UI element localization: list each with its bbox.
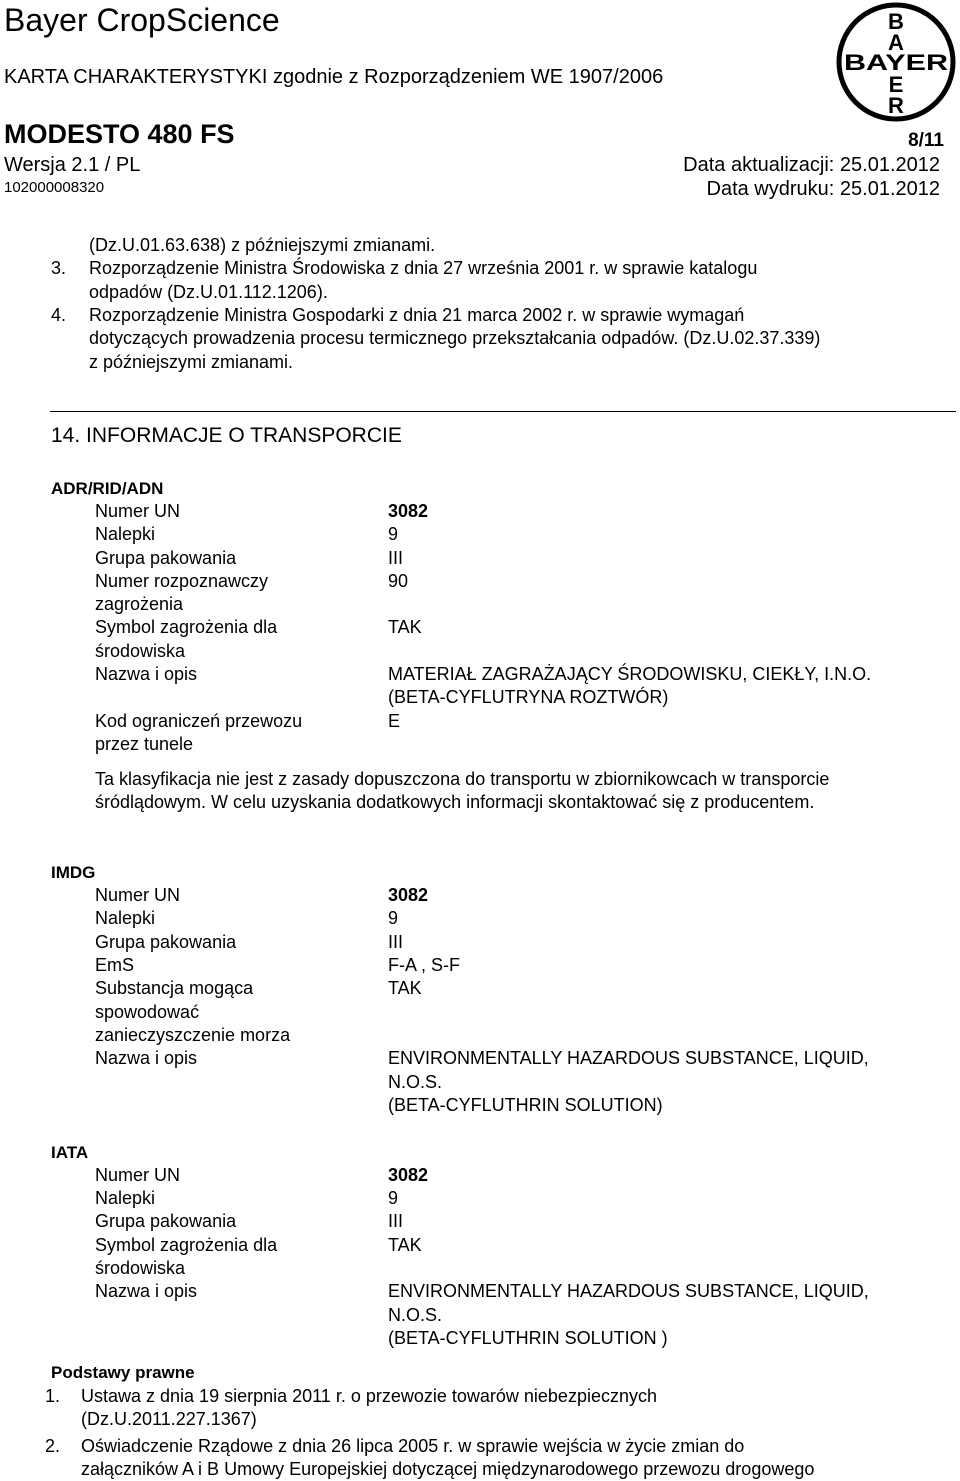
list-number: 3. xyxy=(51,258,67,278)
bayer-cross-logo-icon xyxy=(836,2,956,122)
field-value: 90 xyxy=(388,571,409,591)
list-item-text: (Dz.U.2011.227.1367) xyxy=(81,1409,257,1429)
field-value: MATERIAŁ ZAGRAŻAJĄCY ŚRODOWISKU, CIEKŁY, I.N.O. xyxy=(388,664,872,684)
field-value: III xyxy=(388,1211,404,1231)
iata-heading: IATA xyxy=(51,1143,89,1162)
field-value: 3082 xyxy=(388,501,429,521)
field-label: Symbol zagrożenia dla xyxy=(95,1235,278,1255)
logo-letter-b: B xyxy=(888,9,904,34)
field-value: ENVIRONMENTALLY HAZARDOUS SUBSTANCE, LIQUID, xyxy=(388,1281,869,1301)
field-value: III xyxy=(388,932,404,952)
field-label: zagrożenia xyxy=(95,594,184,614)
logo-letter-e: E xyxy=(888,72,904,97)
field-label: Numer UN xyxy=(95,885,181,905)
field-value: (BETA-CYFLUTHRIN SOLUTION ) xyxy=(388,1328,668,1348)
list-number: 2. xyxy=(45,1436,61,1456)
field-value: 3082 xyxy=(388,885,429,905)
field-label: Grupa pakowania xyxy=(95,548,237,568)
list-item-text: Oświadczenie Rządowe z dnia 26 lipca 2005 r. w sprawie wejścia w życie zmian do xyxy=(81,1436,745,1456)
field-value: N.O.S. xyxy=(388,1305,443,1325)
field-label: Nalepki xyxy=(95,524,156,544)
field-label: Substancja mogąca xyxy=(95,978,254,998)
field-value: 9 xyxy=(388,908,399,928)
field-value: TAK xyxy=(388,978,422,998)
field-label: Nalepki xyxy=(95,908,156,928)
field-label: Nazwa i opis xyxy=(95,664,198,684)
field-value: E xyxy=(388,711,401,731)
field-label: Numer rozpoznawczy xyxy=(95,571,269,591)
list-item-text: odpadów (Dz.U.01.112.1206). xyxy=(89,282,328,302)
field-label: Kod ograniczeń przewozu xyxy=(95,711,303,731)
field-label: spowodować xyxy=(95,1002,200,1022)
note-text: Ta klasyfikacja nie jest z zasady dopuszczona do transportu w zbiornikowcach w transporcie xyxy=(95,769,830,789)
field-value: F-A , S-F xyxy=(388,955,460,975)
field-value: 9 xyxy=(388,1188,399,1208)
list-item-text: Rozporządzenie Ministra Środowiska z dnia 27 września 2001 r. w sprawie katalogu xyxy=(89,258,758,278)
field-label: środowiska xyxy=(95,1258,186,1278)
list-item-text: Rozporządzenie Ministra Gospodarki z dnia 21 marca 2002 r. w sprawie wymagań xyxy=(89,305,745,325)
intro-line: (Dz.U.01.63.638) z późniejszymi zmianami. xyxy=(89,235,436,255)
document-code: 102000008320 xyxy=(4,179,105,196)
field-label: EmS xyxy=(95,955,135,975)
list-item-text: załączników A i B Umowy Europejskiej dotyczącej międzynarodowego przewozu drogowego xyxy=(81,1459,815,1479)
field-label: Numer UN xyxy=(95,1165,181,1185)
field-label: środowiska xyxy=(95,641,186,661)
field-value: TAK xyxy=(388,617,422,637)
field-label: Grupa pakowania xyxy=(95,932,237,952)
note-text: śródlądowym. W celu uzyskania dodatkowych informacji skontaktować się z producentem. xyxy=(95,792,815,812)
document-type: KARTA CHARAKTERYSTYKI zgodnie z Rozporządzeniem WE 1907/2006 xyxy=(4,66,664,88)
field-value: (BETA-CYFLUTHRIN SOLUTION) xyxy=(388,1095,663,1115)
field-label: Nalepki xyxy=(95,1188,156,1208)
logo-letter-r: R xyxy=(888,93,904,118)
field-label: zanieczyszczenie morza xyxy=(95,1025,291,1045)
field-label: Grupa pakowania xyxy=(95,1211,237,1231)
list-item-text: dotyczących prowadzenia procesu termicznego przekształcania odpadów. (Dz.U.02.37.339) xyxy=(89,328,821,348)
section-divider xyxy=(50,411,956,412)
update-date: Data aktualizacji: 25.01.2012 xyxy=(683,154,940,176)
field-value: (BETA-CYFLUTRYNA ROZTWÓR) xyxy=(388,687,669,707)
list-number: 4. xyxy=(51,305,67,325)
page-number: 8/11 xyxy=(908,130,944,151)
field-value: 9 xyxy=(388,524,399,544)
section-title: 14. INFORMACJE O TRANSPORCIE xyxy=(51,424,402,447)
field-value: III xyxy=(388,548,404,568)
legal-heading: Podstawy prawne xyxy=(51,1363,195,1382)
field-value: N.O.S. xyxy=(388,1072,443,1092)
list-number: 1. xyxy=(45,1386,61,1406)
field-label: Nazwa i opis xyxy=(95,1048,198,1068)
logo-letter-a: A xyxy=(888,30,904,55)
list-item-text: Ustawa z dnia 19 sierpnia 2011 r. o przewozie towarów niebezpiecznych xyxy=(81,1386,657,1406)
product-name: MODESTO 480 FS xyxy=(4,119,235,149)
field-value: TAK xyxy=(388,1235,422,1255)
field-label: Nazwa i opis xyxy=(95,1281,198,1301)
version: Wersja 2.1 / PL xyxy=(4,154,141,176)
print-date: Data wydruku: 25.01.2012 xyxy=(706,178,940,200)
list-item-text: z późniejszymi zmianami. xyxy=(89,352,294,372)
field-label: Numer UN xyxy=(95,501,181,521)
imdg-heading: IMDG xyxy=(51,863,96,882)
field-label: przez tunele xyxy=(95,734,194,754)
field-label: Symbol zagrożenia dla xyxy=(95,617,278,637)
adr-heading: ADR/RID/ADN xyxy=(51,479,164,498)
field-value: ENVIRONMENTALLY HAZARDOUS SUBSTANCE, LIQUID, xyxy=(388,1048,869,1068)
company-name: Bayer CropScience xyxy=(4,2,280,38)
logo-word-bayer: BAYER xyxy=(844,50,949,75)
field-value: 3082 xyxy=(388,1165,429,1185)
